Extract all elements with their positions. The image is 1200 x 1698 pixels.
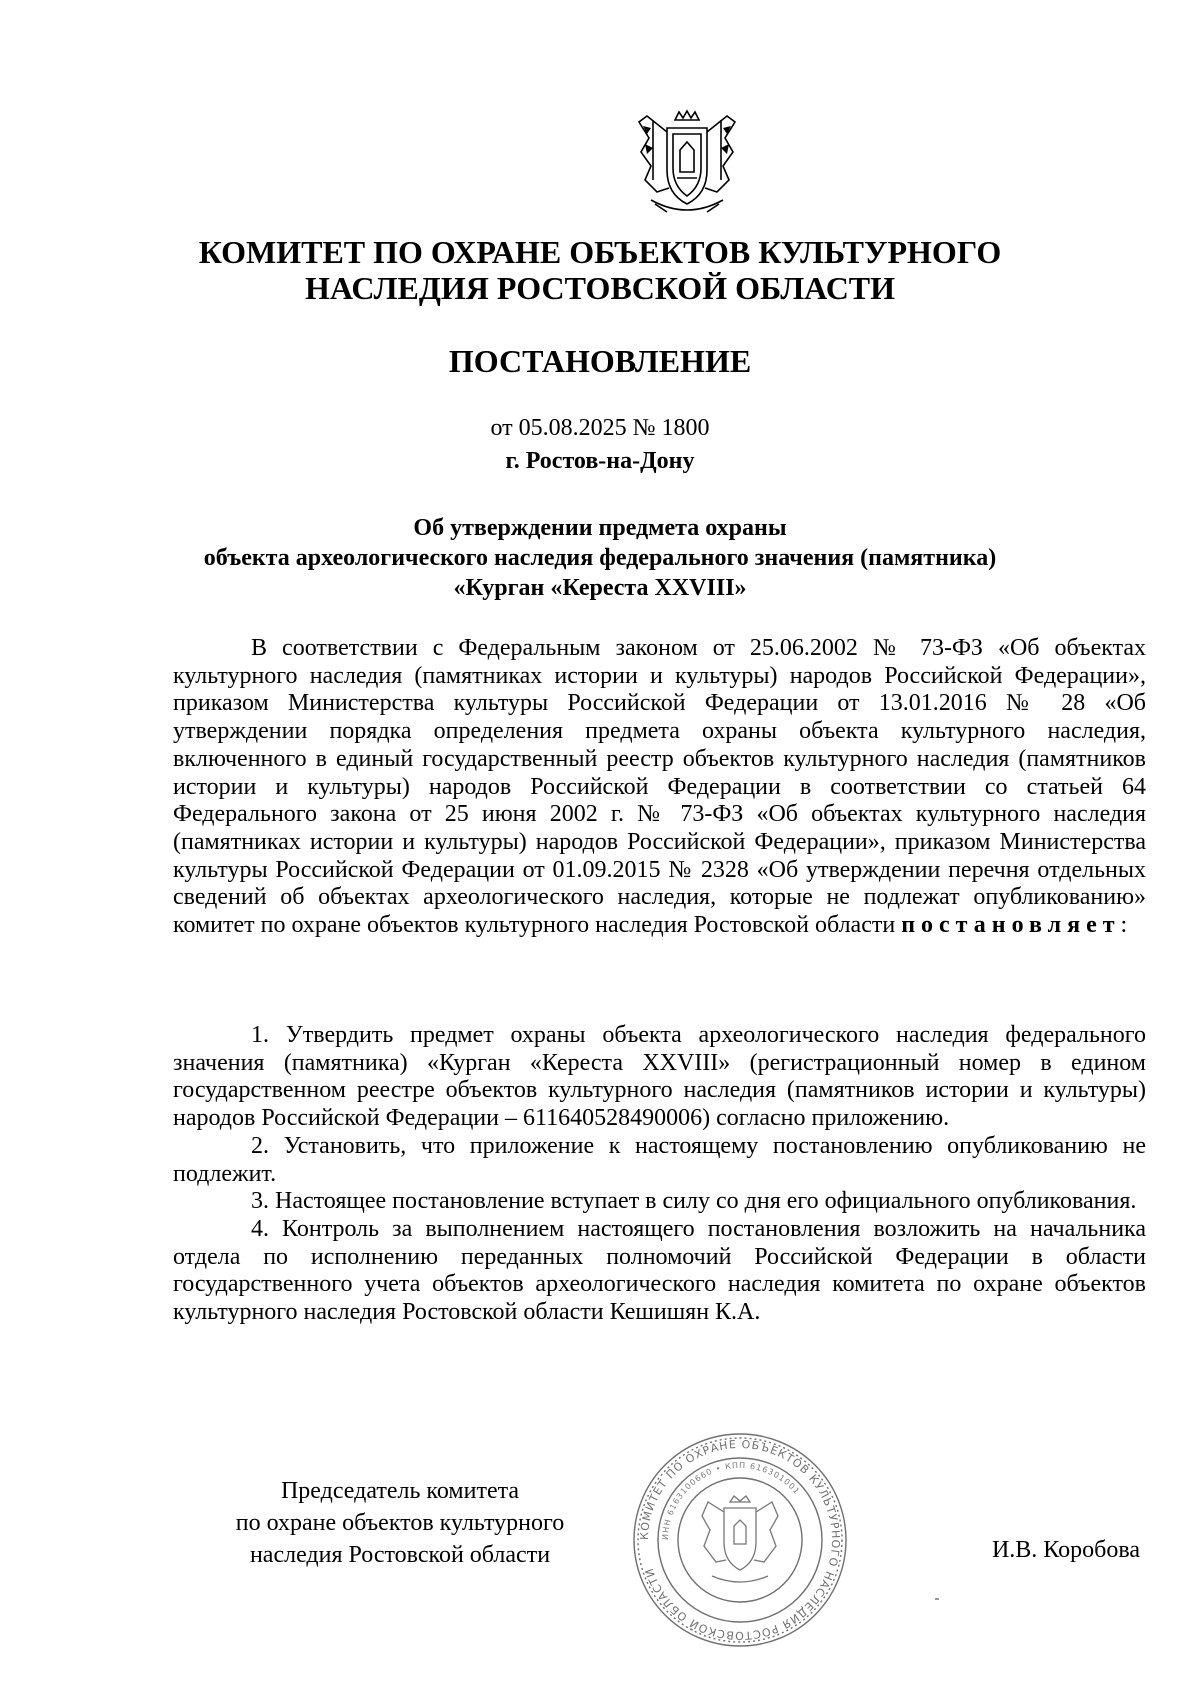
document-date-number: от 05.08.2025 № 1800 (490, 415, 710, 441)
preamble-text: В соответствии с Федеральным законом от 25.06.2002 № 73-ФЗ «Об объектах культурного наследия (памятниках истории и культуры) народов Российской Федерации», приказом Министерства культуры Российской Федерации от 13.01.2016 № 28 «Об утверждении порядка определения предмета охраны объекта культурного наследия, включенного в единый государственный реестр объектов культурного наследия (памятников истории и культуры) народов Российской Федерации в соответствии со статьей 64 Федерального закона от 25 июня 2002 г. № 73-ФЗ «Об объектах культурного наследия (памятниках истории и культуры) народов Российской Федерации», приказом Министерства культуры Российской Федерации от 01.09.2015 № 2328 «Об утверждении перечня отдельных сведений об объектах археологического наследия, которые не подлежат опубликованию» комитет по охране объектов культурного наследия Ростовской области (173, 635, 1146, 939)
resolution-item-3: 3. Настоящее постановление вступает в силу со дня его официального опубликования. (251, 1188, 1137, 1215)
resolution-items (173, 1022, 1146, 1327)
coat-of-arms-icon (627, 108, 747, 220)
resolution-item-1: 1. Утвердить предмет охраны объекта археологического наследия федерального значения (памятника) «Курган «Кереста XXVIII» (регистрационный номер в едином государственном реестре объектов культурного наследия (памятников истории и культуры) народов Российской Федерации – 611640528490006) согласно приложению. (173, 1022, 1146, 1132)
resolution-item-2: 2. Установить, что приложение к настоящему постановлению опубликованию не подлежит. (173, 1132, 1146, 1187)
org-line-1: КОМИТЕТ ПО ОХРАНЕ ОБЪЕКТОВ КУЛЬТУРНОГО (198, 234, 1002, 270)
signatory-position-line-2: по охране объектов культурного (235, 1510, 565, 1536)
preamble-paragraph (173, 635, 1146, 940)
subject-line-1: Об утверждении предмета охраны (413, 515, 787, 541)
signatory-position-line-1: Председатель комитета (280, 1478, 520, 1504)
decree-word: постановляет (901, 912, 1121, 939)
subject-line-2: объекта археологического наследия федерального значения (памятника) (203, 545, 997, 571)
resolution-item-4: 4. Контроль за выполнением настоящего постановления возложить на начальника отдела по исполнению переданных полномочий Российской Федерации в области государственного учета объектов археологического наследия комитета по охране объектов культурного наследия Ростовской области Кешишян К.А. (173, 1215, 1146, 1326)
org-line-2: НАСЛЕДИЯ РОСТОВСКОЙ ОБЛАСТИ (304, 270, 896, 306)
official-seal-icon (630, 1430, 850, 1650)
document-type: ПОСТАНОВЛЕНИЕ (448, 343, 752, 379)
signatory-name: И.В. Коробова (991, 1537, 1140, 1563)
signatory-position (180, 1475, 620, 1571)
document-city: г. Ростов-на-Дону (505, 448, 695, 474)
organization-name (150, 234, 1050, 306)
seal-outer-text: КОМИТЕТ ПО ОХРАНЕ ОБЪЕКТОВ КУЛЬТУРНОГО НАСЛЕДИЯ РОСТОВСКОЙ ОБЛАСТИ (637, 1437, 843, 1643)
subject-line-3: «Курган «Кереста XXVIII» (453, 575, 747, 601)
decree-colon: : (1120, 912, 1128, 939)
seal-inner-text: ИНН 6163100660 • КПП 616301001 (660, 1460, 802, 1541)
signatory-position-line-3: наследия Ростовской области (249, 1542, 551, 1568)
document-subject (150, 513, 1050, 603)
scan-speck (935, 1598, 939, 1600)
